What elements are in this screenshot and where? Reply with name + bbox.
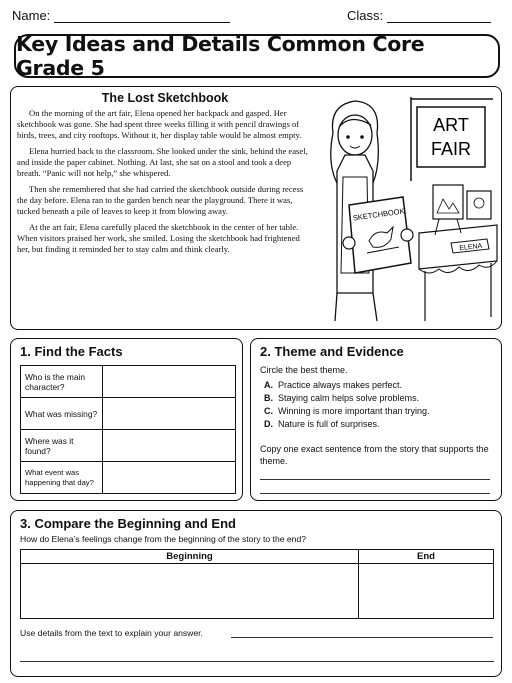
table-row [21, 462, 236, 494]
table-row [21, 430, 236, 462]
story-panel [10, 86, 502, 330]
sign-line-1: ART [433, 115, 469, 135]
art-fair-sign [411, 97, 493, 181]
beginning-header: Beginning [21, 550, 359, 564]
girl-art-fair-illustration [311, 93, 501, 325]
story-text [17, 93, 313, 260]
theme-choices [264, 379, 430, 431]
facts-answer-cell[interactable] [103, 462, 236, 494]
sketchbook [343, 197, 413, 273]
choice-text: Practice always makes perfect. [278, 380, 403, 390]
explain-prompt: Use details from the text to explain your answer. [20, 628, 203, 638]
facts-question: What was missing? [21, 398, 103, 430]
choice-letter: B. [264, 393, 273, 403]
explain-write-line[interactable] [20, 661, 494, 662]
class-write-line[interactable] [387, 11, 491, 23]
section2-heading: 2. Theme and Evidence [260, 344, 404, 359]
facts-answer-cell[interactable] [103, 430, 236, 462]
facts-question: Who is the main character? [21, 366, 103, 398]
evidence-write-line[interactable] [260, 493, 490, 494]
section3-heading: 3. Compare the Beginning and End [20, 516, 236, 531]
name-row [12, 8, 230, 23]
class-label: Class: [347, 8, 384, 23]
compare-prompt: How do Elena’s feelings change from the beginning of the story to the end? [20, 534, 307, 544]
choice-text: Nature is full of surprises. [278, 419, 380, 429]
sketchbook-label: SKETCHBOOK [352, 206, 406, 223]
story-paragraph: Then she remembered that she had carried the sketchbook outside during recess the day before. Elena ran to the garden bench near the playground. There it was, tucked beneath a pile of leaves to keep it from blowing away. [17, 184, 304, 216]
end-header: End [359, 550, 494, 564]
choice-letter: D. [264, 419, 273, 429]
facts-answer-cell[interactable] [103, 366, 236, 398]
theme-choice-a[interactable] [264, 379, 430, 392]
choice-text: Winning is more important than trying. [278, 406, 430, 416]
theme-choice-c[interactable] [264, 405, 430, 418]
theme-choice-d[interactable] [264, 418, 430, 431]
story-paragraph: Elena hurried back to the classroom. She looked under the sink, behind the easel, and inside the paper cabinet. Nothing. At last, she sat on a stool and took a deep breath. “Panic will not help,” she whispered. [17, 146, 308, 178]
table-row [21, 366, 236, 398]
theme-prompt: Circle the best theme. [260, 365, 348, 375]
worksheet-title: Key Ideas and Details Common Core Grade 5 [16, 32, 425, 80]
theme-choice-b[interactable] [264, 392, 430, 405]
story-paragraph: At the art fair, Elena carefully placed the sketchbook in the center of her table. When visitors praised her work, she smiled. Losing the sketchbook had frightened her, but finding it reminded her to stay calm and think clearly. [17, 222, 300, 254]
sign-line-2: FAIR [430, 139, 472, 159]
choice-letter: C. [264, 406, 273, 416]
table-row [21, 398, 236, 430]
table-row [21, 550, 494, 564]
name-label: Name: [12, 8, 51, 23]
choice-letter: A. [264, 380, 273, 390]
facts-question: What event was happening that day? [21, 462, 103, 494]
display-table [419, 185, 497, 321]
theme-evidence-section [250, 338, 502, 501]
choice-text: Staying calm helps solve problems. [278, 393, 420, 403]
facts-answer-cell[interactable] [103, 398, 236, 430]
name-card-text: ELENA [459, 242, 483, 253]
end-answer-cell[interactable] [359, 564, 494, 619]
class-row [347, 8, 491, 23]
story-title: The Lost Sketchbook [101, 91, 229, 105]
table-row [21, 564, 494, 619]
beginning-answer-cell[interactable] [21, 564, 359, 619]
compare-table [20, 549, 494, 619]
find-the-facts-section [10, 338, 243, 501]
name-write-line[interactable] [54, 11, 230, 23]
explain-write-line[interactable] [231, 637, 493, 638]
story-paragraph: On the morning of the art fair, Elena opened her backpack and gasped. Her sketchbook was gone. She had spent three weeks filling it with pencil drawings of birds, trees, and city rooftops. Without it, her display table would be almost empty. [17, 108, 302, 140]
copy-sentence-prompt: Copy one exact sentence from the story that supports the theme. [260, 444, 489, 466]
section1-heading: 1. Find the Facts [20, 344, 123, 359]
worksheet-title-box [14, 34, 500, 78]
evidence-write-line[interactable] [260, 479, 490, 480]
facts-table [20, 365, 236, 494]
compare-section [10, 510, 502, 677]
facts-question: Where was it found? [21, 430, 103, 462]
